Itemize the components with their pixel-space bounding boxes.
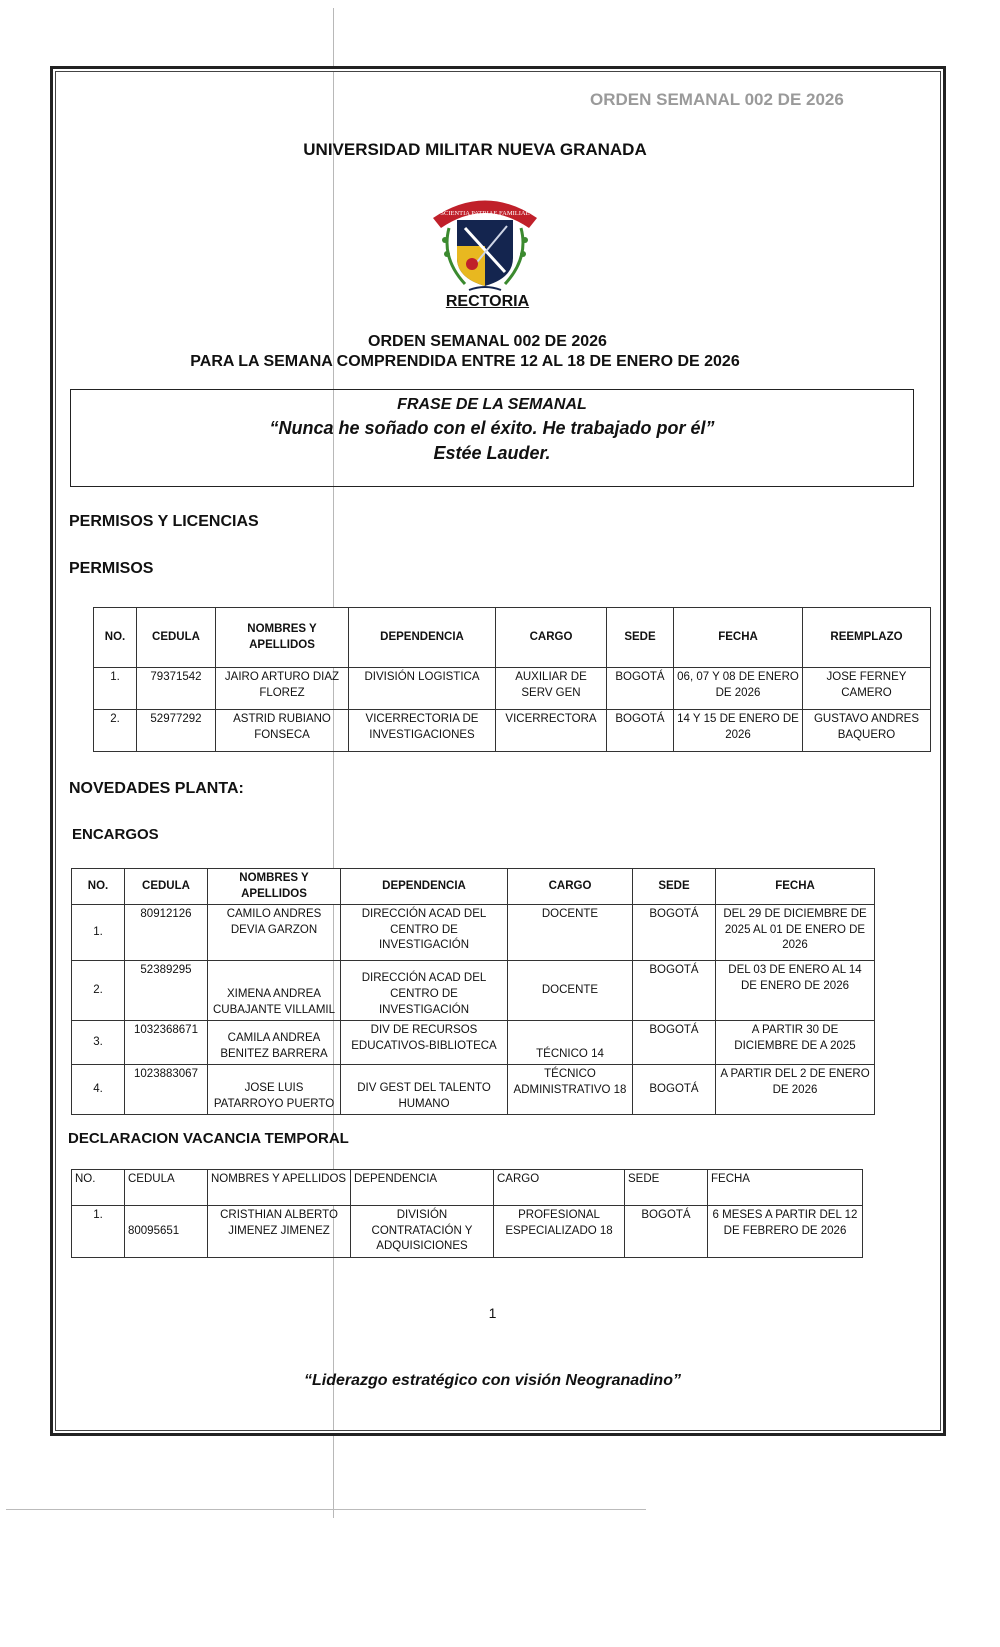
table-header: CEDULA — [125, 869, 208, 905]
table-header: NOMBRES Y APELLIDOS — [216, 608, 349, 668]
section-permisos-licencias: PERMISOS Y LICENCIAS — [69, 513, 259, 530]
cell: XIMENA ANDREA CUBAJANTE VILLAMIL — [208, 961, 341, 1021]
cell: A PARTIR DEL 2 DE ENERO DE 2026 — [716, 1065, 875, 1115]
table-row — [72, 961, 875, 1021]
cell: PROFESIONAL ESPECIALIZADO 18 — [494, 1206, 625, 1258]
cell: VICERRECTORIA DE INVESTIGACIONES — [349, 710, 496, 752]
table-header: SEDE — [607, 608, 674, 668]
table-row — [94, 668, 931, 710]
table-header: CARGO — [508, 869, 633, 905]
cell: BOGOTÁ — [633, 1065, 716, 1115]
cell: 3. — [72, 1021, 125, 1065]
table-header: FECHA — [708, 1170, 863, 1206]
cell: DIRECCIÓN ACAD DEL CENTRO DE INVESTIGACIÓN — [341, 961, 508, 1021]
quote-text: “Nunca he soñado con el éxito. He trabajado por él” — [269, 418, 715, 438]
table-header: NOMBRES Y APELLIDOS — [208, 1170, 351, 1206]
encargos-table — [71, 868, 875, 1115]
cell: A PARTIR 30 DE DICIEMBRE DE A 2025 — [716, 1021, 875, 1065]
cell: 79371542 — [137, 668, 216, 710]
cell: 1. — [72, 905, 125, 961]
quote-title: FRASE DE LA SEMANAL — [397, 396, 587, 413]
cell: BOGOTÁ — [633, 905, 716, 961]
cell: AUXILIAR DE SERV GEN — [496, 668, 607, 710]
table-header: NO. — [72, 1170, 125, 1206]
table-header: DEPENDENCIA — [351, 1170, 494, 1206]
cell: JOSE LUIS PATARROYO PUERTO — [208, 1065, 341, 1115]
table-row — [72, 1206, 863, 1258]
cell: DIV DE RECURSOS EDUCATIVOS-BIBLIOTECA — [341, 1021, 508, 1065]
university-crest — [425, 188, 545, 298]
table-header: NO. — [72, 869, 125, 905]
cell: 52977292 — [137, 710, 216, 752]
table-header: REEMPLAZO — [803, 608, 931, 668]
cell: DOCENTE — [508, 961, 633, 1021]
section-encargos: ENCARGOS — [72, 826, 159, 843]
cell: BOGOTÁ — [607, 710, 674, 752]
table-header: CEDULA — [125, 1170, 208, 1206]
cell: DEL 03 DE ENERO AL 14 DE ENERO DE 2026 — [716, 961, 875, 1021]
section-permisos: PERMISOS — [69, 560, 154, 577]
cell: 1. — [94, 668, 137, 710]
cell: ASTRID RUBIANO FONSECA — [216, 710, 349, 752]
cell: BOGOTÁ — [625, 1206, 708, 1258]
permisos-table — [93, 607, 931, 752]
cell: 06, 07 Y 08 DE ENERO DE 2026 — [674, 668, 803, 710]
cell: JOSE FERNEY CAMERO — [803, 668, 931, 710]
cell: 80912126 — [125, 905, 208, 961]
cell: TÉCNICO ADMINISTRATIVO 18 — [508, 1065, 633, 1115]
crest-motto: SCIENTIA PATRIAE FAMILIAE — [440, 210, 530, 217]
table-header: DEPENDENCIA — [349, 608, 496, 668]
order-subtitle: PARA LA SEMANA COMPRENDIDA ENTRE 12 AL 18 DE ENERO DE 2026 — [190, 353, 740, 370]
cell: 2. — [72, 961, 125, 1021]
table-header: DEPENDENCIA — [341, 869, 508, 905]
cell: 1023883067 — [125, 1065, 208, 1115]
cell: 1032368671 — [125, 1021, 208, 1065]
table-header: CARGO — [496, 608, 607, 668]
cell: 2. — [94, 710, 137, 752]
cell: DEL 29 DE DICIEMBRE DE 2025 AL 01 DE ENERO DE 2026 — [716, 905, 875, 961]
page-number: 1 — [488, 1305, 497, 1321]
table-header: CEDULA — [137, 608, 216, 668]
table-row — [72, 905, 875, 961]
office-title: RECTORIA — [445, 293, 530, 310]
cell: BOGOTÁ — [633, 961, 716, 1021]
order-title: ORDEN SEMANAL 002 DE 2026 — [368, 333, 607, 350]
cell: DIV GEST DEL TALENTO HUMANO — [341, 1065, 508, 1115]
vacancia-table — [71, 1169, 863, 1258]
table-row — [72, 1065, 875, 1115]
scan-edge-line — [6, 1509, 646, 1510]
section-novedades: NOVEDADES PLANTA: — [69, 780, 244, 797]
table-header: SEDE — [625, 1170, 708, 1206]
university-name: UNIVERSIDAD MILITAR NUEVA GRANADA — [303, 140, 647, 159]
table-header: NOMBRES Y APELLIDOS — [208, 869, 341, 905]
table-header: FECHA — [716, 869, 875, 905]
cell: GUSTAVO ANDRES BAQUERO — [803, 710, 931, 752]
cell: DOCENTE — [508, 905, 633, 961]
table-row — [72, 1021, 875, 1065]
cell: CAMILO ANDRES DEVIA GARZON — [208, 905, 341, 961]
table-header: SEDE — [633, 869, 716, 905]
section-vacancia: DECLARACION VACANCIA TEMPORAL — [68, 1130, 349, 1147]
cell: BOGOTÁ — [607, 668, 674, 710]
cell: 14 Y 15 DE ENERO DE 2026 — [674, 710, 803, 752]
table-header: CARGO — [494, 1170, 625, 1206]
cell: 80095651 — [125, 1206, 208, 1258]
cell: 52389295 — [125, 961, 208, 1021]
footer-motto: “Liderazgo estratégico con visión Neogranadino” — [304, 1372, 681, 1389]
cell: DIRECCIÓN ACAD DEL CENTRO DE INVESTIGACIÓN — [341, 905, 508, 961]
cell: VICERRECTORA — [496, 710, 607, 752]
cell: 4. — [72, 1065, 125, 1115]
quote-box — [70, 389, 914, 487]
cell: BOGOTÁ — [633, 1021, 716, 1065]
cell: DIVISIÓN CONTRATACIÓN Y ADQUISICIONES — [351, 1206, 494, 1258]
cell: JAIRO ARTURO DIAZ FLOREZ — [216, 668, 349, 710]
cell: 6 MESES A PARTIR DEL 12 DE FEBRERO DE 2026 — [708, 1206, 863, 1258]
cell: 1. — [72, 1206, 125, 1258]
table-header: FECHA — [674, 608, 803, 668]
cell: DIVISIÓN LOGISTICA — [349, 668, 496, 710]
cell: TÉCNICO 14 — [508, 1021, 633, 1065]
cell: CAMILA ANDREA BENITEZ BARRERA — [208, 1021, 341, 1065]
quote-author: Estée Lauder. — [433, 443, 551, 463]
cell: CRISTHIAN ALBERTO JIMENEZ JIMENEZ — [208, 1206, 351, 1258]
corner-title: ORDEN SEMANAL 002 DE 2026 — [590, 90, 844, 109]
table-header: NO. — [94, 608, 137, 668]
table-row — [94, 710, 931, 752]
